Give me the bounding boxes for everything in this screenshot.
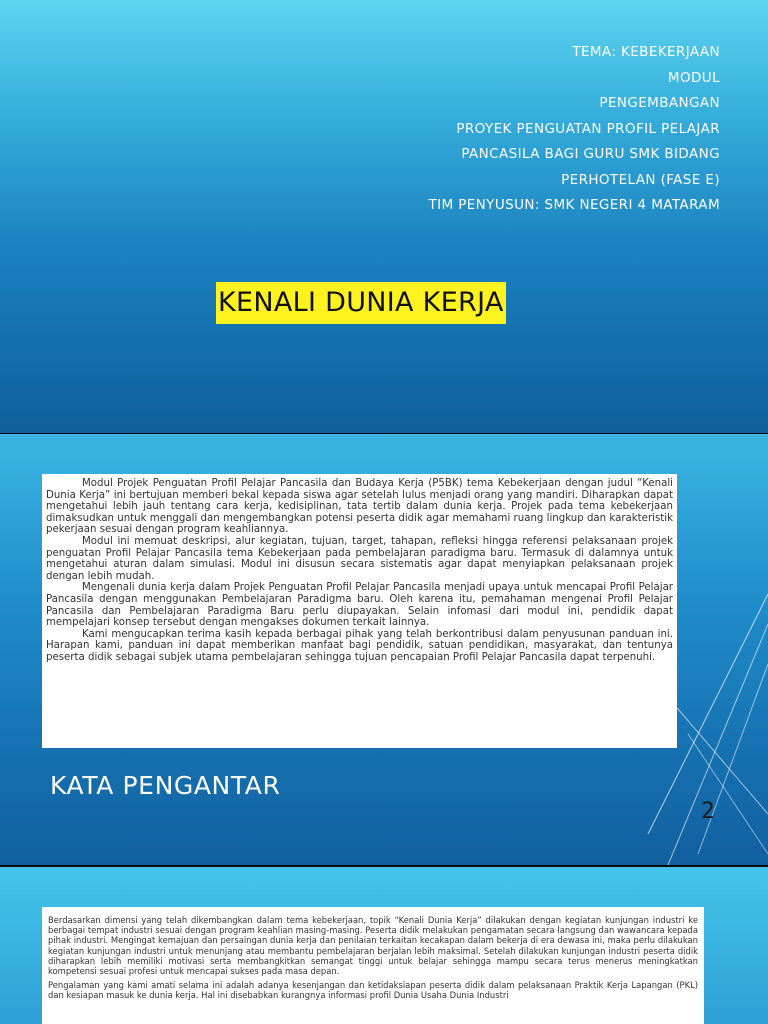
foreword-paragraph: Mengenali dunia kerja dalam Projek Penguatan Profil Pelajar Pancasila menjadi upaya untuk mencapai Profil Pelajar Pancasila dengan menggunakan Pembelajaran Paradigma baru. Oleh karena itu, pemahaman mengenai Profil Pelajar Pancasila dan Pembelajaran Paradigma Baru perlu diupayakan. Selain infomasi dari modul ini, pendidik dapat mempelajari konsep tersebut dengan mengakses dokumen terkait lainnya.	[46, 582, 673, 629]
main-headline: KENALI DUNIA KERJA	[216, 282, 506, 324]
foreword-document	[42, 474, 677, 748]
foreword-paragraph: Kami mengucapkan terima kasih kepada berbagai pihak yang telah berkontribusi dalam penyusunan panduan ini. Harapan kami, panduan ini dapat memberikan manfaat bagi pendidik, satuan pendidikan, masyarakat, dan tentunya peserta didik sebagai subjek utama pembelajaran sehingga tujuan pencapaian Profil Pelajar Pancasila dapat terpenuhi.	[46, 628, 673, 663]
title-info-block	[428, 40, 720, 219]
title-slide	[0, 0, 768, 433]
development-line: PENGEMBANGAN	[599, 95, 720, 111]
audience-line: PANCASILA BAGI GURU SMK BIDANG	[461, 146, 720, 162]
foreword-slide	[0, 434, 768, 865]
phase-line: PERHOTELAN (FASE E)	[561, 171, 720, 188]
project-line: PROYEK PENGUATAN PROFIL PELAJAR	[456, 120, 720, 137]
foreword-paragraph: Modul Projek Penguatan Profil Pelajar Pancasila dan Budaya Kerja (P5BK) tema Kebekerjaan dengan judul “Kenali Dunia Kerja” ini bertujuan memberi bekal kepada siswa agar setelah lulus menjadi orang yang mandiri. Diharapkan dapat mengetahui lebih jauh tentang cara kerja, kedisiplinan, tata tertib dalam dunia kerja. Projek pada tema kebekerjaan dimaksudkan untuk menggali dan mengembangkan potensi peserta didik agar memahami ruang lingkup dan karakteristik pekerjaan sesuai dengan program keahliannya.	[46, 478, 673, 536]
section-title: KATA PENGANTAR	[50, 771, 281, 800]
page-number: 2	[701, 799, 715, 824]
content-slide	[0, 867, 768, 1024]
theme-line: TEMA: KEBEKERJAAN	[572, 44, 720, 60]
content-paragraph: Berdasarkan dimensi yang telah dikembangkan dalam tema kebekerjaan, topik “Kenali Dunia Kerja” dilakukan dengan kegiatan kunjungan industri ke berbagai tempat industri sesuai dengan program keahlian masing-masing. Peserta didik melakukan pengamatan secara langsung dan wawancara kepada pihak industri. Mengingat kemajuan dan persaingan dunia kerja dan penilaian terkaitan kecakapan dalam bekerja di era dewasa ini, maka perlu dilakukan kegiatan kunjungan industri untuk menunjang atau membantu pembelajaran berjalan lebih maksimal. Setelah dilakukan kunjungan industri peserta didik diharapkan lebih memiliki motivasi serta membangkitkan semangat tinggi untuk belajar sehingga mampu secara terus menerus meningkatkan kompetensi sesuai profesi untuk mencapai sukses pada masa depan.	[48, 915, 698, 977]
foreword-paragraph: Modul ini memuat deskripsi, alur kegiatan, tujuan, target, tahapan, refleksi hingga referensi pelaksanaan projek penguatan Profil Pelajar Pancasila tema Kebekerjaan pada pembelajaran paradigma baru. Termasuk di dalamnya untuk mengetahui aturan dalam simulasi. Modul ini disusun secara sistematis agar dapat menyiapkan pelaksanaan projek dengan lebih mudah.	[46, 535, 673, 582]
content-document	[42, 907, 704, 1024]
module-line: MODUL	[667, 69, 720, 86]
content-paragraph: Pengalaman yang kami amati selama ini adalah adanya kesenjangan dan ketidaksiapan peserta didik dalam pelaksanaan Praktik Kerja Lapangan (PKL) dan kesiapan masuk ke dunia kerja. Hal ini disebabkan kurangnya informasi profil Dunia Usaha Dunia Industri	[48, 980, 698, 1001]
authors-line: TIM PENYUSUN: SMK NEGERI 4 MATARAM	[428, 197, 720, 213]
